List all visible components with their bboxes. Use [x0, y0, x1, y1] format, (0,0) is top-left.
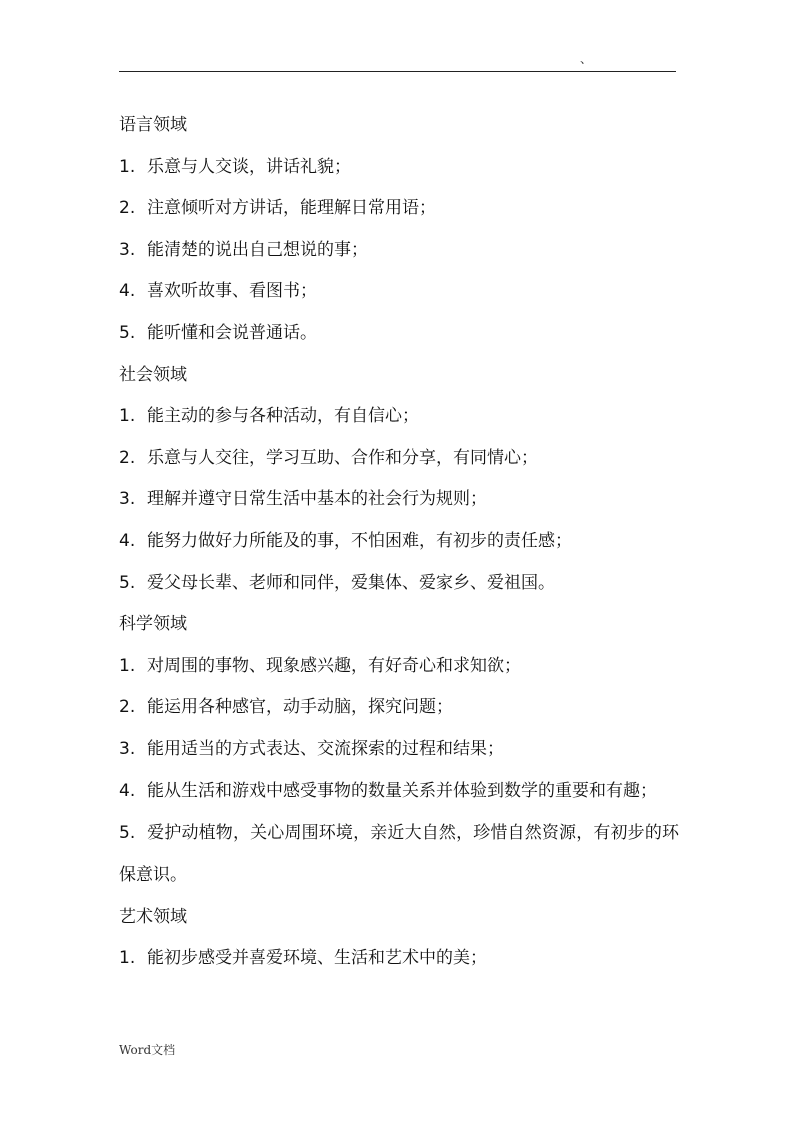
- list-item: [119, 229, 679, 271]
- item-number: 2.: [119, 447, 136, 468]
- section-title-language: 语言领域: [119, 115, 187, 135]
- list-item: [119, 562, 679, 604]
- list-item: [119, 812, 679, 896]
- list-item: [119, 645, 679, 687]
- item-text: 能听懂和会说普通话。: [147, 322, 317, 343]
- item-text: 能运用各种感官，动手动脑，探究问题；: [147, 697, 453, 718]
- item-number: 4.: [119, 530, 136, 551]
- item-number: 3.: [119, 239, 136, 260]
- item-text: 能主动的参与各种活动，有自信心；: [147, 406, 419, 427]
- list-item: [119, 270, 679, 312]
- item-number: 4.: [119, 780, 136, 801]
- list-item: [119, 187, 679, 229]
- item-text: 乐意与人交往，学习互助、合作和分享，有同情心；: [147, 447, 538, 468]
- list-item: [119, 937, 679, 979]
- item-text: 对周围的事物、现象感兴趣，有好奇心和求知欲；: [147, 655, 521, 676]
- item-text: 能清楚的说出自己想说的事；: [147, 239, 368, 260]
- item-number: 1.: [119, 655, 136, 676]
- item-number: 1.: [119, 406, 136, 427]
- item-number: 2.: [119, 697, 136, 718]
- item-number: 3.: [119, 738, 136, 759]
- item-text: 乐意与人交谈，讲话礼貌；: [147, 156, 351, 177]
- header-mark: 、: [580, 52, 593, 66]
- item-text: 能用适当的方式表达、交流探索的过程和结果；: [147, 738, 504, 759]
- page-footer: Word文档: [119, 1043, 176, 1057]
- item-number: 5.: [119, 822, 136, 843]
- list-item: [119, 728, 679, 770]
- list-item: [119, 146, 679, 188]
- item-text: 爱父母长辈、老师和同伴，爱集体、爱家乡、爱祖国。: [147, 572, 555, 593]
- list-item: [119, 395, 679, 437]
- item-number: 1.: [119, 948, 136, 969]
- item-text: 能初步感受并喜爱环境、生活和艺术中的美；: [147, 948, 487, 969]
- item-text: 能努力做好力所能及的事，不怕困难，有初步的责任感；: [147, 530, 572, 551]
- list-item: [119, 478, 679, 520]
- document-body: [119, 104, 679, 979]
- item-text: 爱护动植物，关心周围环境，亲近大自然，珍惜自然资源，有初步的环保意识。: [119, 822, 679, 885]
- list-item: [119, 520, 679, 562]
- item-text: 理解并遵守日常生活中基本的社会行为规则；: [147, 489, 487, 510]
- item-text: 喜欢听故事、看图书；: [147, 281, 317, 302]
- header-rule: [119, 71, 676, 72]
- item-text: 能从生活和游戏中感受事物的数量关系并体验到数学的重要和有趣；: [147, 780, 657, 801]
- list-item: [119, 770, 679, 812]
- item-number: 2.: [119, 198, 136, 219]
- section-title-art: 艺术领域: [119, 906, 187, 927]
- list-item: [119, 686, 679, 728]
- item-text: 注意倾听对方讲话，能理解日常用语；: [147, 198, 436, 219]
- item-number: 3.: [119, 489, 136, 510]
- item-number: 4.: [119, 281, 136, 302]
- list-item: [119, 312, 679, 354]
- item-number: 5.: [119, 572, 136, 593]
- item-number: 1.: [119, 156, 136, 177]
- section-title-science: 科学领域: [119, 614, 187, 635]
- item-number: 5.: [119, 322, 136, 343]
- section-title-social: 社会领域: [119, 364, 187, 385]
- list-item: [119, 437, 679, 479]
